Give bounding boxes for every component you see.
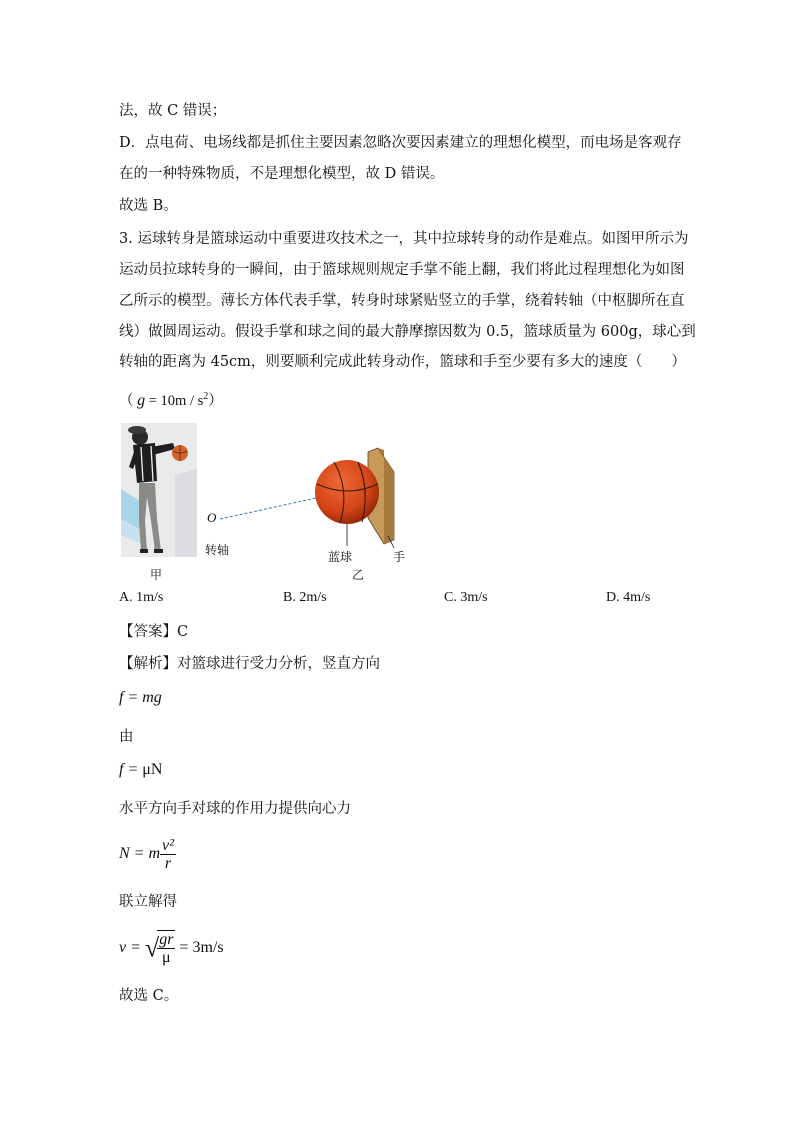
option-d: D. 4m/s: [606, 590, 651, 605]
basketball: [315, 460, 379, 524]
option-b: B. 2m/s: [283, 590, 327, 605]
text-line: 故选 B。: [119, 198, 178, 214]
text-line: 在的一种特殊物质，不是理想化模型，故 D 错误。: [119, 166, 445, 182]
figure-yi-caption: 乙: [352, 568, 365, 582]
final-answer: 故选 C。: [119, 988, 179, 1004]
ball-label: 蓝球: [328, 550, 353, 564]
hand-label: 手: [393, 550, 406, 564]
answer-label: 【答案】C: [119, 624, 189, 640]
text-line: D．点电荷、电场线都是抓住主要因素忽略次要因素建立的理想化模型，而电场是客观存: [119, 135, 682, 151]
question-text: 线）做圆周运动。假设手掌和球之间的最大静摩擦因数为 0.5，篮球质量为 600g，球心到: [119, 324, 696, 340]
equation-friction-gravity: f = mg: [119, 689, 162, 706]
text-line: 水平方向手对球的作用力提供向心力: [119, 801, 351, 817]
axis-dashed-line: [220, 495, 330, 519]
question-text: 3. 运球转身是篮球运动中重要进攻技术之一，其中拉球转身的动作是难点。如图甲所示为: [119, 231, 689, 247]
figure-jia-caption: 甲: [150, 568, 163, 582]
axis-label: 转轴: [205, 543, 230, 557]
sqrt-icon: √: [144, 933, 160, 963]
axis-point-label: O: [207, 510, 217, 525]
equation-centripetal: N = m $\frac{\text{v²}}{r}$: [119, 836, 174, 872]
text-line: 联立解得: [119, 894, 177, 910]
question-text: 转轴的距离为 45cm，则要顺利完成此转身动作，篮球和手至少要有多大的速度（ ）: [119, 354, 686, 370]
equation-friction-normal: f = μN: [119, 761, 163, 778]
model-diagram: [200, 440, 410, 550]
option-a: A. 1m/s: [119, 590, 164, 605]
gravity-formula: （ $g = 10m / s^2$）: [119, 391, 223, 409]
question-text: 乙所示的模型。薄长方体代表手掌，转身时球紧贴竖立的手掌，绕着转轴（中枢脚所在直: [119, 293, 685, 309]
analysis-text: 【解析】对篮球进行受力分析，竖直方向: [119, 656, 380, 672]
text-line: 由: [119, 729, 134, 745]
question-text: 运动员拉球转身的一瞬间，由于篮球规则规定手掌不能上翻，我们将此过程理想化为如图: [119, 262, 685, 278]
option-c: C. 3m/s: [444, 590, 488, 605]
equation-velocity: v = √ $\frac{gr}{\mu}$ = 3m/s: [119, 931, 224, 967]
player-photo: [121, 423, 197, 557]
text-line: 法，故 C 错误；: [119, 103, 227, 119]
